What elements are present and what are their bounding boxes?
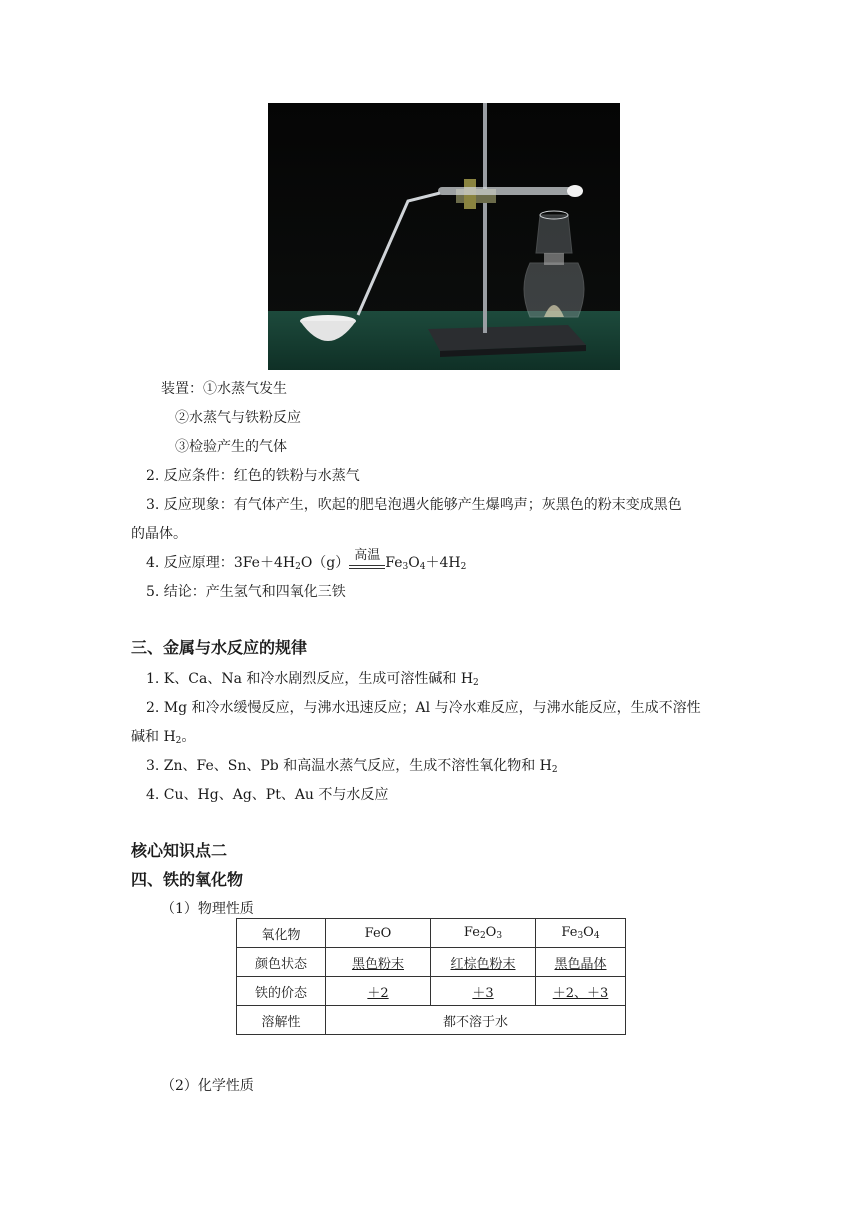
equation-products: O [408, 555, 420, 571]
subscript: 3 [402, 562, 409, 572]
table-cell: 铁的价态 [237, 977, 326, 1006]
principle-label: 4. 反应原理： [146, 555, 234, 571]
physical-properties-label: （1）物理性质 [161, 901, 254, 917]
equation-products: ＋4H [425, 555, 461, 571]
table-row [237, 948, 626, 977]
subscript: 2 [175, 736, 182, 746]
reaction-principle [146, 548, 467, 577]
table-header-cell: 氧化物 [237, 919, 326, 948]
rule-3 [146, 756, 558, 780]
rule-4: 4. Cu、Hg、Ag、Pt、Au 不与水反应 [146, 787, 389, 803]
chemical-properties-label: （2）化学性质 [161, 1078, 254, 1094]
apparatus-item: ②水蒸气与铁粉反应 [175, 410, 301, 426]
subscript: 2 [295, 562, 301, 572]
rule-text: 3. Zn、Fe、Sn、Pb 和高温水蒸气反应，生成不溶性氧化物和 H [146, 758, 552, 774]
rule-text: 碱和 H [131, 729, 176, 745]
table-header-cell: FeO [326, 919, 431, 948]
apparatus-item: ①水蒸气发生 [203, 381, 287, 397]
table-cell: 都不溶于水 [326, 1006, 626, 1035]
equation-products: Fe [385, 555, 403, 571]
table-cell: 黑色粉末 [326, 948, 431, 977]
table-cell: ＋2 [326, 977, 431, 1006]
equation-arrow [349, 548, 385, 573]
equation-reactants: 3Fe＋4H [233, 555, 296, 571]
table-row [237, 1006, 626, 1035]
subscript: 2 [473, 678, 479, 688]
rule-1 [146, 669, 479, 693]
reaction-condition: 2. 反应条件：红色的铁粉与水蒸气 [146, 468, 360, 484]
table-cell: 颜色状态 [237, 948, 326, 977]
table-header-cell: $Fe_3O_4$ [536, 919, 626, 948]
section-3-heading: 三、金属与水反应的规律 [131, 638, 308, 657]
reaction-conclusion: 5. 结论：产生氢气和四氧化三铁 [146, 584, 346, 600]
apparatus-item: ③检验产生的气体 [175, 439, 287, 455]
table-cell: 黑色晶体 [536, 948, 626, 977]
table-cell: ＋2、＋3 [536, 977, 626, 1006]
subscript: 2 [460, 562, 467, 572]
equation-reactants: O（g） [300, 555, 350, 571]
table-cell: 溶解性 [237, 1006, 326, 1035]
apparatus-photo [268, 103, 620, 370]
table-cell: ＋3 [431, 977, 536, 1006]
iron-oxides-table [236, 918, 626, 1035]
core-knowledge-heading: 核心知识点二 [131, 841, 228, 860]
equation-condition: 高温 [354, 548, 381, 563]
apparatus-line-1 [161, 379, 287, 399]
reaction-phenomenon-cont: 的晶体。 [131, 526, 187, 542]
rule-2-cont [131, 727, 195, 751]
reaction-phenomenon: 3. 反应现象：有气体产生，吹起的肥皂泡遇火能够产生爆鸣声；灰黑色的粉末变成黑色 [146, 497, 682, 513]
rule-2: 2. Mg 和冷水缓慢反应，与沸水迅速反应；Al 与冷水难反应，与沸水能反应，生成不溶性 [146, 700, 701, 716]
rule-text: 。 [181, 729, 196, 745]
table-row [237, 977, 626, 1006]
subscript: 4 [419, 562, 426, 572]
rule-text: 1. K、Ca、Na 和冷水剧烈反应，生成可溶性碱和 H [146, 671, 474, 687]
subscript: 2 [551, 765, 558, 775]
table-header-cell: $Fe_2O_3$ [431, 919, 536, 948]
table-row [237, 919, 626, 948]
table-cell: 红棕色粉末 [431, 948, 536, 977]
apparatus-label: 装置： [161, 381, 203, 397]
section-4-heading: 四、铁的氧化物 [131, 870, 244, 889]
